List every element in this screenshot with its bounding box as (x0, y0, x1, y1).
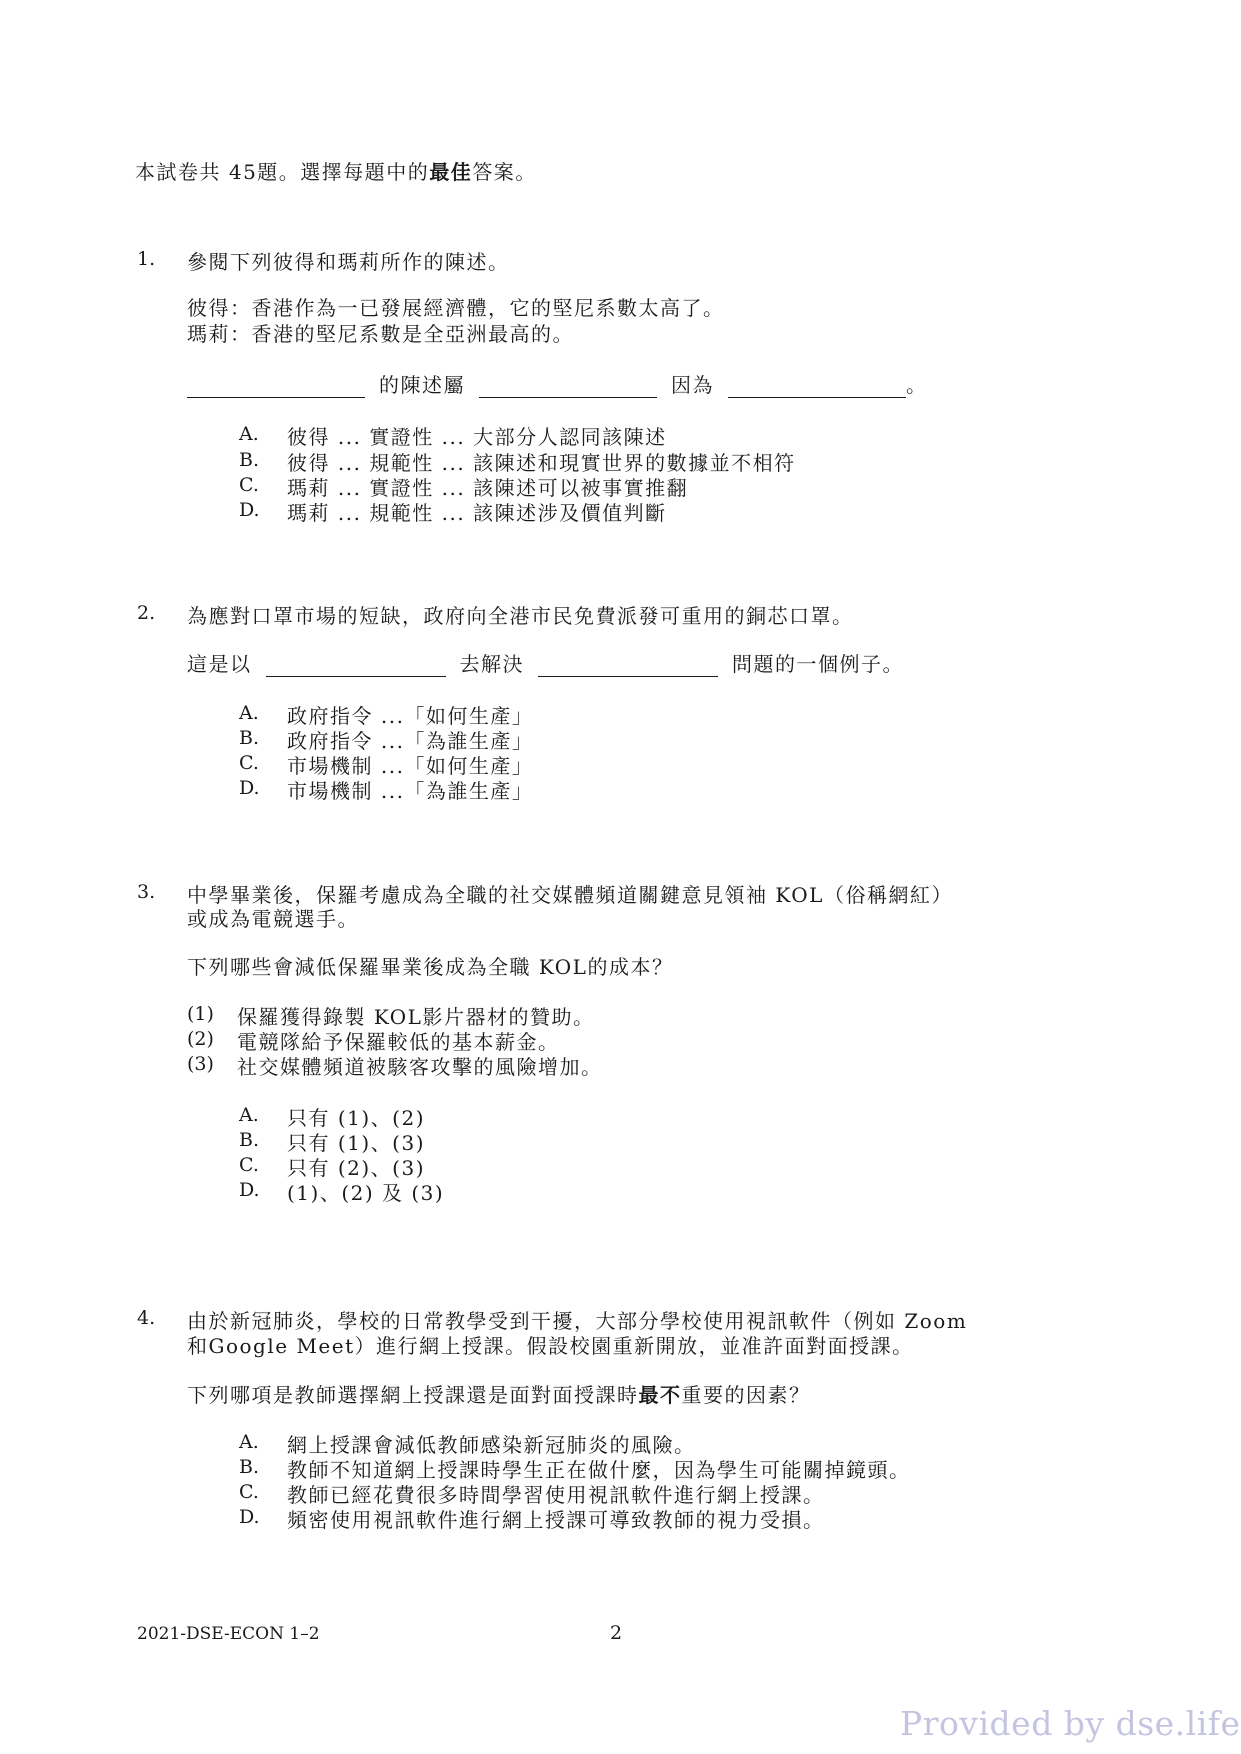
q4-option-d-letter: D. (239, 1506, 260, 1528)
question-1-number: 1. (137, 248, 156, 270)
q1-option-c-letter: C. (239, 474, 259, 496)
instructions: 本試卷共 45題。選擇每題中的最佳答案。 (135, 160, 537, 184)
q4-option-a-letter: A. (239, 1431, 259, 1453)
blank-3 (728, 375, 906, 398)
statement-peter: 彼得：香港作為一已發展經濟體，它的堅尼系數太高了。 (187, 296, 725, 320)
q2-option-c-letter: C. (239, 752, 259, 774)
question-3-stem-line-2: 或成為電競選手。 (187, 907, 359, 931)
blank-2 (479, 375, 657, 398)
q4-option-c: 教師已經花費很多時間學習使用視訊軟件進行網上授課。 (287, 1483, 825, 1507)
paper-code: 2021-DSE-ECON 1–2 (137, 1624, 320, 1644)
question-4-number: 4. (137, 1307, 156, 1329)
question-4-question: 下列哪項是教師選擇網上授課還是面對面授課時最不重要的因素？ (187, 1383, 811, 1407)
q1-option-a: 彼得 ... 實證性 ... 大部分人認同該陳述 (287, 425, 667, 449)
q1-option-b: 彼得 ... 規範性 ... 該陳述和現實世界的數據並不相符 (287, 451, 796, 475)
q3-statement-1: 保羅獲得錄製 KOL影片器材的贊助。 (237, 1005, 595, 1029)
q3-statement-2: 電競隊給予保羅較低的基本薪金。 (237, 1030, 560, 1054)
question-3-number: 3. (137, 881, 156, 903)
q4-option-b-letter: B. (239, 1456, 260, 1478)
q1-option-d-letter: D. (239, 499, 260, 521)
question-3-question: 下列哪些會減低保羅畢業後成為全職 KOL的成本？ (187, 955, 674, 979)
q3-option-b-letter: B. (239, 1129, 260, 1151)
question-2-fill-sentence: 這是以 去解決 問題的一個例子。 (187, 652, 904, 676)
q2-option-c: 市場機制 ...「如何生產」 (287, 754, 534, 778)
q4-option-a: 網上授課會減低教師感染新冠肺炎的風險。 (287, 1433, 696, 1457)
q3-option-d: (1)、(2) 及 (3) (287, 1181, 445, 1205)
q3-statement-3-num: (3) (187, 1053, 214, 1075)
q1-option-b-letter: B. (239, 449, 260, 471)
q3-option-b: 只有 (1)、(3) (287, 1131, 426, 1155)
q3-option-c: 只有 (2)、(3) (287, 1156, 426, 1180)
q3-statement-3: 社交媒體頻道被駭客攻擊的風險增加。 (237, 1055, 603, 1079)
statement-mary: 瑪莉：香港的堅尼系數是全亞洲最高的。 (187, 322, 574, 346)
q1-option-c: 瑪莉 ... 實證性 ... 該陳述可以被事實推翻 (287, 476, 689, 500)
q2-option-b: 政府指令 ...「為誰生產」 (287, 729, 534, 753)
q3-option-a: 只有 (1)、(2) (287, 1106, 426, 1130)
question-3-stem-line-1: 中學畢業後，保羅考慮成為全職的社交媒體頻道關鍵意見領袖 KOL（俗稱網紅） (187, 883, 953, 907)
q3-option-a-letter: A. (239, 1104, 259, 1126)
q4-option-b: 教師不知道網上授課時學生正在做什麼，因為學生可能關掉鏡頭。 (287, 1458, 911, 1482)
q4-option-c-letter: C. (239, 1481, 259, 1503)
question-4-stem-line-1: 由於新冠肺炎，學校的日常教學受到干擾，大部分學校使用視訊軟件（例如 Zoom (187, 1309, 968, 1333)
question-1-stem: 參閱下列彼得和瑪莉所作的陳述。 (187, 250, 510, 274)
q3-statement-2-num: (2) (187, 1028, 214, 1050)
q2-option-d-letter: D. (239, 777, 260, 799)
blank-2 (538, 654, 718, 677)
q2-option-a: 政府指令 ...「如何生產」 (287, 704, 534, 728)
q4-option-d: 頻密使用視訊軟件進行網上授課可導致教師的視力受損。 (287, 1508, 825, 1532)
q1-option-d: 瑪莉 ... 規範性 ... 該陳述涉及價值判斷 (287, 501, 667, 525)
question-2-number: 2. (137, 602, 156, 624)
question-2-stem: 為應對口罩市場的短缺，政府向全港市民免費派發可重用的銅芯口罩。 (187, 604, 854, 628)
blank-1 (266, 654, 446, 677)
blank-1 (187, 375, 365, 398)
source-watermark: Provided by dse.life (900, 1704, 1241, 1743)
q1-option-a-letter: A. (239, 423, 259, 445)
q3-statement-1-num: (1) (187, 1003, 214, 1025)
q2-option-a-letter: A. (239, 702, 259, 724)
question-4-stem-line-2: 和Google Meet）進行網上授課。假設校園重新開放，並准許面對面授課。 (187, 1334, 914, 1358)
q2-option-d: 市場機制 ...「為誰生產」 (287, 779, 534, 803)
q3-option-d-letter: D. (239, 1179, 260, 1201)
q2-option-b-letter: B. (239, 727, 260, 749)
page-number: 2 (610, 1622, 623, 1644)
question-1-fill-sentence: 的陳述屬 因為 。 (187, 369, 928, 398)
q3-option-c-letter: C. (239, 1154, 259, 1176)
